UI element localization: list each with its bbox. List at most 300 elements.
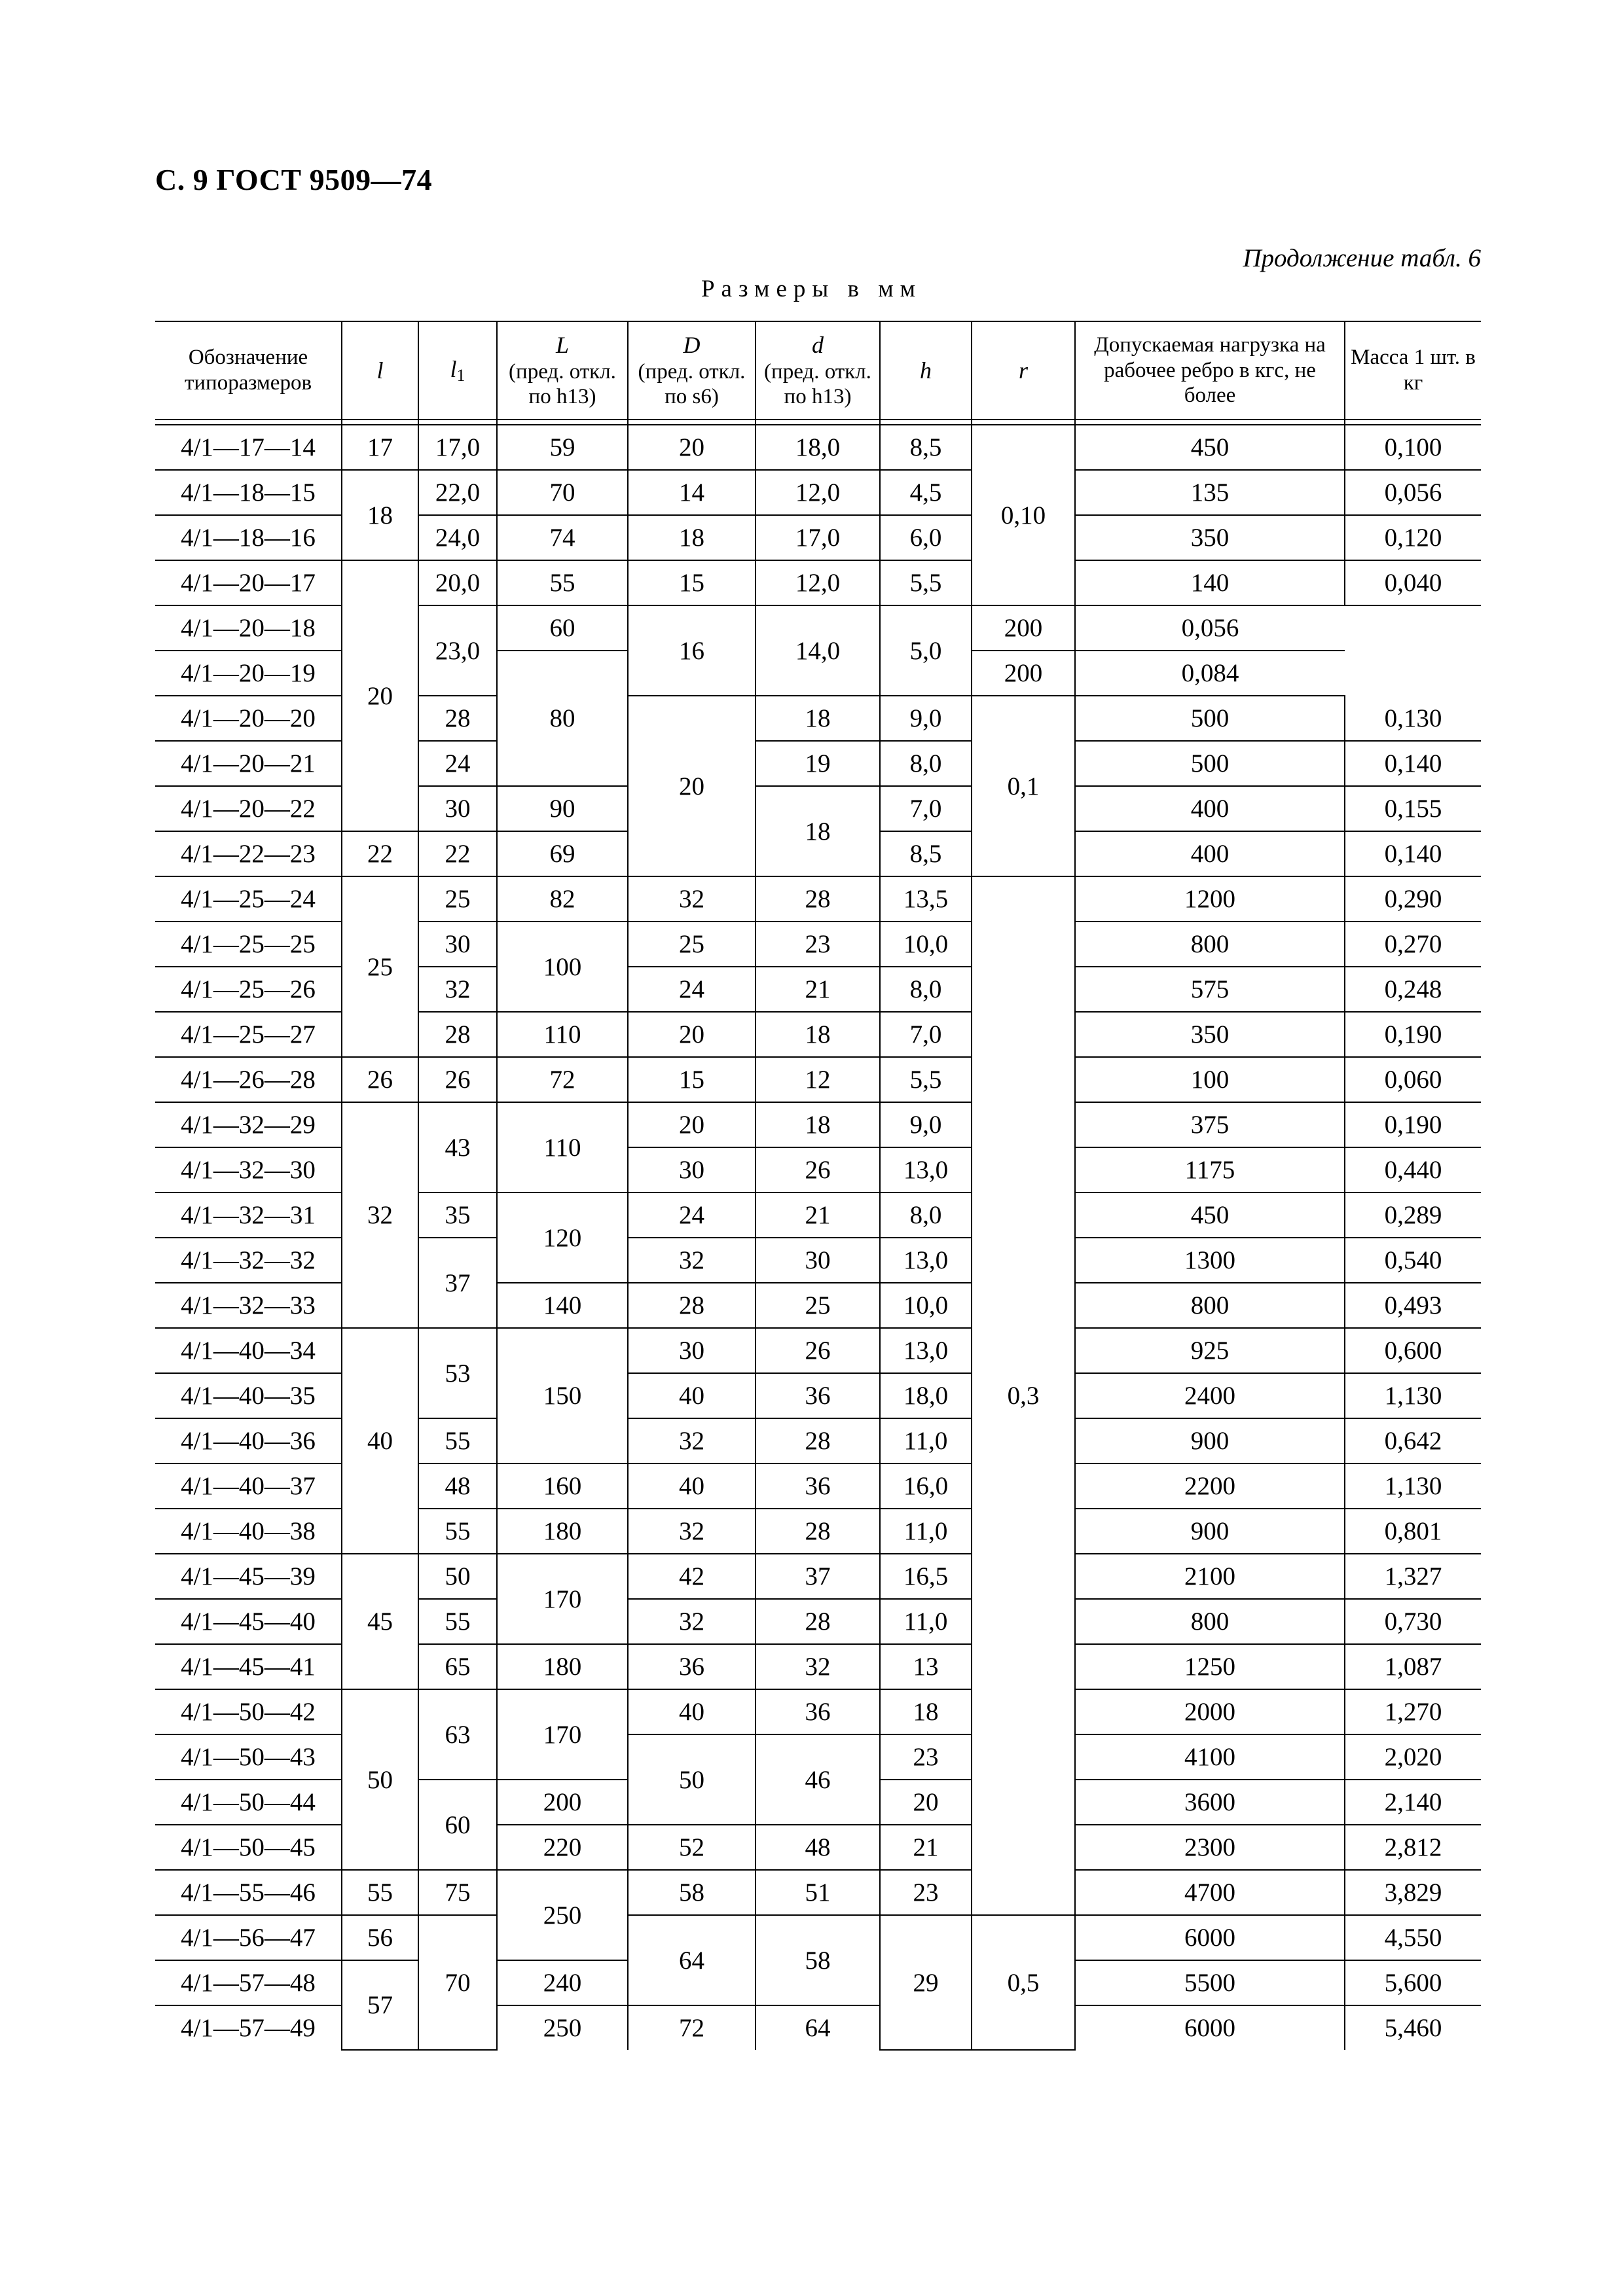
table-cell: 0,130 — [1345, 696, 1481, 741]
table-cell: 450 — [1075, 425, 1345, 470]
table-cell: 22,0 — [418, 470, 497, 515]
table-cell: 250 — [497, 1870, 628, 1960]
table-cell: 13,0 — [880, 1328, 972, 1373]
table-cell: 140 — [497, 1283, 628, 1328]
table-cell: 250 — [497, 2005, 628, 2050]
table-cell: 29 — [880, 1915, 972, 2050]
header-r: r — [972, 321, 1075, 420]
table-cell: 30 — [418, 922, 497, 967]
table-cell: 26 — [342, 1057, 418, 1102]
table-cell: 55 — [418, 1418, 497, 1463]
header-l: l — [342, 321, 418, 420]
table-row — [155, 470, 1481, 515]
table-cell: 4/1—22—23 — [155, 831, 342, 876]
table-cell: 40 — [628, 1463, 756, 1509]
table-cell: 65 — [418, 1644, 497, 1689]
table-cell: 18 — [756, 696, 880, 741]
table-cell: 2300 — [1075, 1825, 1345, 1870]
table-cell: 500 — [1075, 696, 1345, 741]
table-cell: 800 — [1075, 1283, 1345, 1328]
table-cell: 32 — [628, 876, 756, 922]
table-cell: 150 — [497, 1328, 628, 1463]
table-cell: 5,460 — [1345, 2005, 1481, 2050]
table-body — [155, 425, 1481, 2050]
table-cell: 40 — [628, 1373, 756, 1418]
table-cell: 4/1—20—21 — [155, 741, 342, 786]
table-cell: 46 — [756, 1734, 880, 1825]
table-cell: 25 — [342, 876, 418, 1057]
table-cell: 0,1 — [972, 696, 1075, 876]
table-cell: 10,0 — [880, 922, 972, 967]
table-cell: 160 — [497, 1463, 628, 1509]
table-cell: 4,550 — [1345, 1915, 1481, 1960]
table-cell: 23 — [880, 1870, 972, 1915]
table-cell: 0,248 — [1345, 967, 1481, 1012]
table-cell: 400 — [1075, 831, 1345, 876]
table-cell: 52 — [628, 1825, 756, 1870]
table-cell: 50 — [342, 1689, 418, 1870]
table-cell: 5,5 — [880, 560, 972, 605]
table-cell: 110 — [497, 1102, 628, 1193]
table-cell: 1300 — [1075, 1238, 1345, 1283]
table-cell: 28 — [756, 1509, 880, 1554]
table-cell: 55 — [418, 1599, 497, 1644]
table-cell: 4/1—32—31 — [155, 1193, 342, 1238]
table-cell: 1,130 — [1345, 1463, 1481, 1509]
table-cell: 0,060 — [1345, 1057, 1481, 1102]
table-cell: 4/1—40—35 — [155, 1373, 342, 1418]
table-cell: 350 — [1075, 1012, 1345, 1057]
table-cell: 100 — [1075, 1057, 1345, 1102]
table-cell: 48 — [418, 1463, 497, 1509]
table-cell: 48 — [756, 1825, 880, 1870]
header-separator — [155, 420, 1481, 425]
table-cell: 375 — [1075, 1102, 1345, 1147]
table-cell: 20 — [628, 425, 756, 470]
table-cell: 18 — [756, 1012, 880, 1057]
table-cell: 0,5 — [972, 1915, 1075, 2050]
table-cell: 5,0 — [880, 605, 972, 696]
table-cell: 9,0 — [880, 696, 972, 741]
table-cell: 60 — [497, 605, 628, 651]
table-cell: 36 — [756, 1463, 880, 1509]
table-cell: 32 — [628, 1509, 756, 1554]
table-cell: 4/1—25—25 — [155, 922, 342, 967]
header-L: L (пред. откл. по h13) — [497, 321, 628, 420]
table-cell: 57 — [342, 1960, 418, 2050]
table-cell: 8,5 — [880, 425, 972, 470]
table-cell: 45 — [342, 1554, 418, 1689]
table-cell: 4100 — [1075, 1734, 1345, 1780]
table-cell: 4/1—50—44 — [155, 1780, 342, 1825]
table-cell: 1200 — [1075, 876, 1345, 922]
table-cell: 4/1—57—49 — [155, 2005, 342, 2050]
table-cell: 23,0 — [418, 605, 497, 696]
table-cell: 900 — [1075, 1418, 1345, 1463]
table-cell: 0,440 — [1345, 1147, 1481, 1193]
table-cell: 70 — [418, 1915, 497, 2050]
table-cell: 26 — [418, 1057, 497, 1102]
table-cell: 5,5 — [880, 1057, 972, 1102]
table-cell: 2,140 — [1345, 1780, 1481, 1825]
header-d: d (пред. откл. по h13) — [756, 321, 880, 420]
table-cell: 575 — [1075, 967, 1345, 1012]
table-cell: 20 — [628, 1102, 756, 1147]
table-cell: 22 — [342, 831, 418, 876]
table-cell: 13,0 — [880, 1238, 972, 1283]
table-cell: 0,155 — [1345, 786, 1481, 831]
table-cell: 20,0 — [418, 560, 497, 605]
table-cell: 4/1—50—42 — [155, 1689, 342, 1734]
table-cell: 24 — [418, 741, 497, 786]
table-cell: 40 — [342, 1328, 418, 1554]
table-cell: 16 — [628, 605, 756, 696]
table-row — [155, 425, 1481, 470]
table-row — [155, 1870, 1481, 1915]
table-cell: 0,120 — [1345, 515, 1481, 560]
table-row — [155, 1102, 1481, 1147]
continuation-note: Продолжение табл. 6 — [1243, 244, 1481, 272]
table-cell: 90 — [497, 786, 628, 831]
table-cell: 0,3 — [972, 876, 1075, 1915]
header-mass: Масса 1 шт. в кг — [1345, 321, 1481, 420]
table-cell: 0,540 — [1345, 1238, 1481, 1283]
dimensions-table — [155, 321, 1481, 2051]
table-cell: 4/1—20—17 — [155, 560, 342, 605]
table-cell: 925 — [1075, 1328, 1345, 1373]
table-cell: 12,0 — [756, 560, 880, 605]
table-cell: 4/1—20—19 — [155, 651, 342, 696]
table-cell: 32 — [628, 1418, 756, 1463]
table-cell: 40 — [628, 1689, 756, 1734]
table-cell: 20 — [342, 560, 418, 831]
table-cell: 8,0 — [880, 967, 972, 1012]
table-cell: 82 — [497, 876, 628, 922]
table-cell: 4/1—40—37 — [155, 1463, 342, 1509]
table-cell: 56 — [342, 1915, 418, 1960]
table-cell: 2,020 — [1345, 1734, 1481, 1780]
table-cell: 28 — [756, 1599, 880, 1644]
table-cell: 220 — [497, 1825, 628, 1870]
table-cell: 17 — [342, 425, 418, 470]
table-cell: 23 — [756, 922, 880, 967]
header-load: Допускаемая нагрузка на рабочее ребро в кгс, не более — [1075, 321, 1345, 420]
table-cell: 0,270 — [1345, 922, 1481, 967]
table-cell: 69 — [497, 831, 628, 876]
table-cell: 800 — [1075, 1599, 1345, 1644]
table-cell: 63 — [418, 1689, 497, 1780]
table-cell: 24,0 — [418, 515, 497, 560]
table-cell: 20 — [628, 1012, 756, 1057]
table-cell: 1,327 — [1345, 1554, 1481, 1599]
table-cell: 4700 — [1075, 1870, 1345, 1915]
table-cell: 4/1—20—20 — [155, 696, 342, 741]
table-cell: 20 — [628, 696, 756, 876]
table-cell: 19 — [756, 741, 880, 786]
table-cell: 140 — [1075, 560, 1345, 605]
table-cell: 50 — [418, 1554, 497, 1599]
table-cell: 4/1—25—27 — [155, 1012, 342, 1057]
table-cell: 2000 — [1075, 1689, 1345, 1734]
table-cell: 0,056 — [1345, 470, 1481, 515]
table-cell: 32 — [756, 1644, 880, 1689]
table-cell: 4/1—50—45 — [155, 1825, 342, 1870]
table-cell: 18 — [628, 515, 756, 560]
table-cell: 4,5 — [880, 470, 972, 515]
table-cell: 4/1—50—43 — [155, 1734, 342, 1780]
table-cell: 30 — [628, 1328, 756, 1373]
table-cell: 1,130 — [1345, 1373, 1481, 1418]
table-cell: 0,100 — [1345, 425, 1481, 470]
table-cell: 30 — [418, 786, 497, 831]
table-cell: 6000 — [1075, 1915, 1345, 1960]
table-cell: 17,0 — [756, 515, 880, 560]
table-cell: 0,056 — [1075, 605, 1345, 651]
table-cell: 4/1—25—24 — [155, 876, 342, 922]
table-cell: 0,190 — [1345, 1012, 1481, 1057]
table-cell: 13,5 — [880, 876, 972, 922]
table-cell: 4/1—32—29 — [155, 1102, 342, 1147]
table-cell: 1175 — [1075, 1147, 1345, 1193]
table-cell: 60 — [418, 1780, 497, 1870]
table-cell: 6,0 — [880, 515, 972, 560]
table-cell: 55 — [418, 1509, 497, 1554]
table-cell: 6000 — [1075, 2005, 1345, 2050]
table-cell: 36 — [756, 1373, 880, 1418]
table-cell: 5,600 — [1345, 1960, 1481, 2005]
table-cell: 8,5 — [880, 831, 972, 876]
table-cell: 5500 — [1075, 1960, 1345, 2005]
table-cell: 32 — [628, 1599, 756, 1644]
table-cell: 28 — [756, 876, 880, 922]
table-cell: 18 — [880, 1689, 972, 1734]
table-cell: 100 — [497, 922, 628, 1012]
table-cell: 17,0 — [418, 425, 497, 470]
table-cell: 4/1—40—34 — [155, 1328, 342, 1373]
table-cell: 28 — [418, 1012, 497, 1057]
table-cell: 110 — [497, 1012, 628, 1057]
table-cell: 4/1—32—32 — [155, 1238, 342, 1283]
table-cell: 2400 — [1075, 1373, 1345, 1418]
table-cell: 180 — [497, 1644, 628, 1689]
units-label: Размеры в мм — [701, 276, 922, 302]
table-cell: 72 — [628, 2005, 756, 2050]
table-cell: 0,290 — [1345, 876, 1481, 922]
table-cell: 14 — [628, 470, 756, 515]
table-cell: 36 — [628, 1644, 756, 1689]
table-cell: 0,140 — [1345, 741, 1481, 786]
table-cell: 28 — [418, 696, 497, 741]
table-cell: 0,289 — [1345, 1193, 1481, 1238]
table-cell: 13,0 — [880, 1147, 972, 1193]
table-cell: 55 — [497, 560, 628, 605]
header-designation: Обозначение типоразмеров — [155, 321, 342, 420]
table-cell: 18 — [756, 786, 880, 876]
table-cell: 51 — [756, 1870, 880, 1915]
table-cell: 21 — [756, 967, 880, 1012]
table-cell: 4/1—18—15 — [155, 470, 342, 515]
table-cell: 4/1—20—22 — [155, 786, 342, 831]
table-cell: 900 — [1075, 1509, 1345, 1554]
table-cell: 13 — [880, 1644, 972, 1689]
table-cell: 0,190 — [1345, 1102, 1481, 1147]
table-cell: 170 — [497, 1554, 628, 1644]
table-cell: 50 — [628, 1734, 756, 1825]
table-row — [155, 1328, 1481, 1373]
table-cell: 3,829 — [1345, 1870, 1481, 1915]
table-cell: 120 — [497, 1193, 628, 1283]
table-cell: 25 — [418, 876, 497, 922]
table-cell: 58 — [756, 1915, 880, 2005]
header-D: D (пред. откл. по s6) — [628, 321, 756, 420]
table-cell: 36 — [756, 1689, 880, 1734]
table-cell: 43 — [418, 1102, 497, 1193]
table-row — [155, 1057, 1481, 1102]
table-cell: 53 — [418, 1328, 497, 1418]
table-cell: 35 — [418, 1193, 497, 1238]
header-row — [155, 321, 1481, 420]
table-cell: 4/1—45—41 — [155, 1644, 342, 1689]
table-cell: 70 — [497, 470, 628, 515]
table-cell: 200 — [972, 605, 1075, 651]
table-cell: 10,0 — [880, 1283, 972, 1328]
table-cell: 1250 — [1075, 1644, 1345, 1689]
table-cell: 0,10 — [972, 425, 1075, 605]
table-cell: 18 — [756, 1102, 880, 1147]
table-cell: 4/1—32—33 — [155, 1283, 342, 1328]
table-cell: 74 — [497, 515, 628, 560]
table-cell: 4/1—18—16 — [155, 515, 342, 560]
table-row — [155, 1689, 1481, 1734]
table-cell: 64 — [756, 2005, 880, 2050]
table-cell: 1,087 — [1345, 1644, 1481, 1689]
table-cell: 4/1—45—39 — [155, 1554, 342, 1599]
table-cell: 18,0 — [756, 425, 880, 470]
table-cell: 80 — [497, 651, 628, 786]
table-cell: 64 — [628, 1915, 756, 2005]
table-cell: 12 — [756, 1057, 880, 1102]
table-cell: 450 — [1075, 1193, 1345, 1238]
table-cell: 7,0 — [880, 1012, 972, 1057]
table-cell: 24 — [628, 967, 756, 1012]
table-cell: 25 — [628, 922, 756, 967]
table-cell: 4/1—25—26 — [155, 967, 342, 1012]
table-cell: 200 — [972, 651, 1075, 696]
table-cell: 4/1—26—28 — [155, 1057, 342, 1102]
table-cell: 28 — [628, 1283, 756, 1328]
table-cell: 30 — [628, 1147, 756, 1193]
table-cell: 9,0 — [880, 1102, 972, 1147]
table-cell: 4/1—56—47 — [155, 1915, 342, 1960]
table-cell: 42 — [628, 1554, 756, 1599]
table-cell: 72 — [497, 1057, 628, 1102]
table-cell: 15 — [628, 1057, 756, 1102]
table-cell: 350 — [1075, 515, 1345, 560]
table-cell: 8,0 — [880, 741, 972, 786]
table-cell: 18,0 — [880, 1373, 972, 1418]
table-cell: 170 — [497, 1689, 628, 1780]
table-cell: 55 — [342, 1870, 418, 1915]
table-cell: 28 — [756, 1418, 880, 1463]
header-l1: $l_1$ — [418, 321, 497, 420]
table-cell: 1,270 — [1345, 1689, 1481, 1734]
table-cell: 58 — [628, 1870, 756, 1915]
table-row — [155, 876, 1481, 922]
table-cell: 16,0 — [880, 1463, 972, 1509]
table-cell: 37 — [418, 1238, 497, 1328]
table-cell: 11,0 — [880, 1599, 972, 1644]
table-cell: 4/1—20—18 — [155, 605, 342, 651]
table-cell: 11,0 — [880, 1418, 972, 1463]
table-cell: 30 — [756, 1238, 880, 1283]
table-cell: 0,642 — [1345, 1418, 1481, 1463]
table-cell: 0,600 — [1345, 1328, 1481, 1373]
header-h: h — [880, 321, 972, 420]
table-cell: 2200 — [1075, 1463, 1345, 1509]
table-cell: 200 — [497, 1780, 628, 1825]
table-row — [155, 1554, 1481, 1599]
table-cell: 26 — [756, 1328, 880, 1373]
table-cell: 0,493 — [1345, 1283, 1481, 1328]
table-cell: 0,140 — [1345, 831, 1481, 876]
table-cell: 7,0 — [880, 786, 972, 831]
table-cell: 0,084 — [1075, 651, 1345, 696]
table-cell: 75 — [418, 1870, 497, 1915]
table-cell: 0,730 — [1345, 1599, 1481, 1644]
table-cell: 0,040 — [1345, 560, 1481, 605]
table-cell: 16,5 — [880, 1554, 972, 1599]
table-cell: 400 — [1075, 786, 1345, 831]
table-cell: 59 — [497, 425, 628, 470]
table-cell: 32 — [342, 1102, 418, 1328]
table-cell: 24 — [628, 1193, 756, 1238]
table-cell: 12,0 — [756, 470, 880, 515]
table-cell: 15 — [628, 560, 756, 605]
table-cell: 21 — [880, 1825, 972, 1870]
table-row — [155, 1915, 1481, 1960]
table-cell: 18 — [342, 470, 418, 560]
table-cell: 25 — [756, 1283, 880, 1328]
table-cell: 26 — [756, 1147, 880, 1193]
table-cell: 500 — [1075, 741, 1345, 786]
table-cell: 14,0 — [756, 605, 880, 696]
table-cell: 2100 — [1075, 1554, 1345, 1599]
table-cell: 4/1—40—36 — [155, 1418, 342, 1463]
table-cell: 4/1—17—14 — [155, 425, 342, 470]
table-cell: 4/1—45—40 — [155, 1599, 342, 1644]
table-cell: 32 — [418, 967, 497, 1012]
table-cell: 800 — [1075, 922, 1345, 967]
table-cell: 4/1—57—48 — [155, 1960, 342, 2005]
table-cell: 20 — [880, 1780, 972, 1825]
table-cell: 4/1—55—46 — [155, 1870, 342, 1915]
table-cell: 135 — [1075, 470, 1345, 515]
table-cell: 0,801 — [1345, 1509, 1481, 1554]
table-cell: 22 — [418, 831, 497, 876]
table-cell: 21 — [756, 1193, 880, 1238]
table-cell: 3600 — [1075, 1780, 1345, 1825]
table-cell: 4/1—32—30 — [155, 1147, 342, 1193]
table-cell: 4/1—40—38 — [155, 1509, 342, 1554]
table-cell: 8,0 — [880, 1193, 972, 1238]
page-title: С. 9 ГОСТ 9509—74 — [155, 163, 433, 196]
table-row — [155, 560, 1481, 605]
table-cell: 32 — [628, 1238, 756, 1283]
table-cell: 240 — [497, 1960, 628, 2005]
table-cell: 2,812 — [1345, 1825, 1481, 1870]
table-cell: 180 — [497, 1509, 628, 1554]
table-cell: 23 — [880, 1734, 972, 1780]
